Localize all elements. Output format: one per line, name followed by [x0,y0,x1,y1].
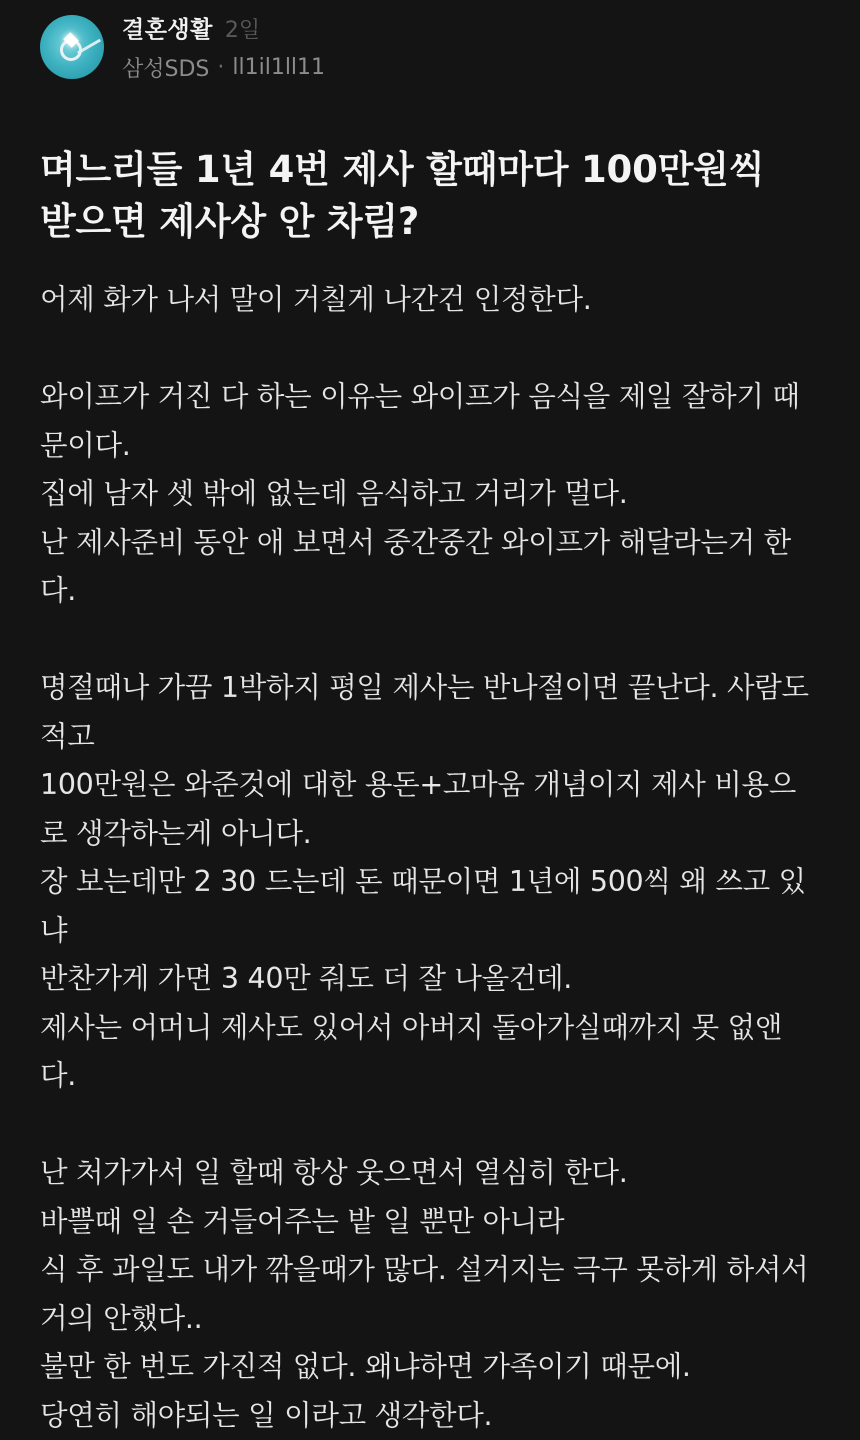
body-line: 반찬가게 가면 3 40만 줘도 더 잘 나올건데. [40,962,573,995]
body-line [40,1101,830,1150]
author-name[interactable]: ll1il1ll11 [232,55,326,80]
body-line: 장 보는데만 2 30 드는데 돈 때문이면 1년에 500씩 왜 쓰고 있 [40,865,806,898]
body-line: 적고 [40,719,95,753]
body-line: 난 처가가서 일 할때 항상 웃으면서 열심히 한다. [40,1156,628,1189]
body-line: 어제 화가 나서 말이 거칠게 나간건 인정한다. [40,283,592,316]
body-line [40,616,830,665]
body-line: 거의 안했다.. [40,1301,203,1335]
avatar[interactable] [40,15,104,79]
body-line: 당연히 해야되는 일 이라고 생각한다. [40,1398,493,1432]
body-line [40,325,830,374]
company-name: 삼성SDS [122,57,210,82]
body-line: 바쁠때 일 손 거들어주는 밭 일 뿐만 아니라 [40,1204,565,1238]
body-line: 난 제사준비 동안 애 보면서 중간중간 와이프가 해달라는거 한 [40,525,791,559]
body-line: 냐 [40,913,68,947]
body-line: 불만 한 번도 가진적 없다. 왜냐하면 가족이기 때문에. [40,1350,691,1383]
post-title-line: 며느리들 1년 4번 제사 할때마다 100만원씩 [40,148,765,191]
post-title-line: 받으면 제사상 안 차림? [40,200,420,243]
meta-top-row [122,11,325,44]
author-row [122,52,325,83]
body-line: 식 후 과일도 내가 깎을때가 많다. 설거지는 극구 못하게 하셔서 [40,1253,809,1286]
body-line: 다. [40,1059,76,1092]
body-line: 명절때나 가끔 1박하지 평일 제사는 반나절이면 끝난다. 사람도 [40,671,809,704]
post-meta [122,11,325,83]
board-name[interactable]: 결혼생활 [122,17,213,43]
post-time: 2일 [224,18,261,43]
body-line: 로 생각하는게 아니다. [40,816,312,850]
body-line: 다. [40,574,76,607]
meta-separator: · [217,55,225,80]
body-line: 문이다. [40,428,131,462]
body-line: 제사는 어머니 제사도 있어서 아버지 돌아가실때까지 못 없앤 [40,1010,783,1044]
body-line: 100만원은 와준것에 대한 용돈+고마움 개념이지 제사 비용으 [40,768,796,801]
post-body [40,276,830,1440]
post-title [40,144,830,248]
post-header [40,14,325,80]
body-line: 와이프가 거진 다 하는 이유는 와이프가 음식을 제일 잘하기 때 [40,380,800,413]
body-line: 집에 남자 셋 밖에 없는데 음식하고 거리가 멀다. [40,477,628,510]
